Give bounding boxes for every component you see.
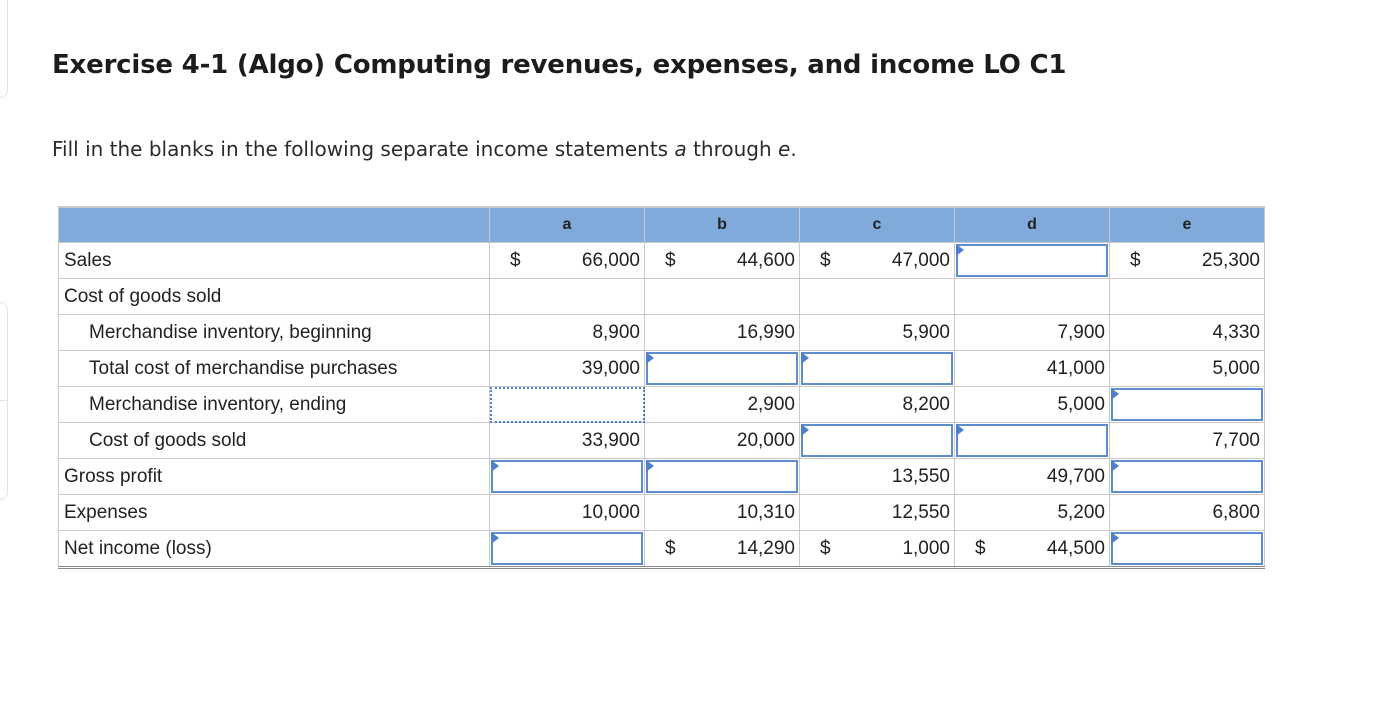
value-net-income-c: 1,000 [902, 537, 950, 559]
cell-cogs-c [800, 423, 955, 459]
input-gross-profit-e[interactable] [1111, 460, 1263, 493]
cell-inv-end-c [800, 387, 955, 423]
cell-empty [800, 279, 955, 315]
currency-symbol: $ [1130, 249, 1141, 271]
input-purchases-b[interactable] [646, 352, 798, 385]
value-inv-begin-e: 4,330 [1212, 321, 1260, 343]
row-purchases [59, 351, 1265, 387]
column-header-d: d [955, 207, 1110, 243]
value-purchases-d: 41,000 [1046, 357, 1105, 379]
header-label-cell [59, 207, 490, 243]
cell-ni-a [490, 531, 645, 568]
value-purchases-e: 5,000 [1212, 357, 1260, 379]
input-net-income-a[interactable] [491, 532, 643, 565]
cell-inv-begin-d [955, 315, 1110, 351]
row-label-purchases: Total cost of merchandise purchases [59, 351, 490, 387]
row-gross-profit [59, 459, 1265, 495]
input-gross-profit-b[interactable] [646, 460, 798, 493]
currency-symbol: $ [820, 537, 831, 559]
value-net-income-d: 44,500 [1046, 537, 1105, 559]
column-header-a: a [490, 207, 645, 243]
cell-purchases-d [955, 351, 1110, 387]
cell-exp-a [490, 495, 645, 531]
row-label-net-income: Net income (loss) [59, 531, 490, 568]
cell-ni-b [645, 531, 800, 568]
page-title: Exercise 4-1 (Algo) Computing revenues, expenses, and income LO C1 [52, 50, 1067, 80]
value-expenses-e: 6,800 [1212, 501, 1260, 523]
input-purchases-c[interactable] [801, 352, 953, 385]
cell-gp-d [955, 459, 1110, 495]
currency-symbol: $ [665, 537, 676, 559]
row-label-cogs-header: Cost of goods sold [59, 279, 490, 315]
currency-symbol: $ [665, 249, 676, 271]
value-inv-begin-b: 16,990 [736, 321, 795, 343]
cell-empty [1110, 279, 1265, 315]
value-expenses-d: 5,200 [1057, 501, 1105, 523]
left-panel-edge [0, 0, 8, 98]
input-sales-d[interactable] [956, 244, 1108, 277]
row-cogs-header [59, 279, 1265, 315]
row-label-sales: Sales [59, 243, 490, 279]
value-sales-a: 66,000 [581, 249, 640, 271]
cell-cogs-a [490, 423, 645, 459]
value-expenses-a: 10,000 [581, 501, 640, 523]
value-sales-c: 47,000 [891, 249, 950, 271]
value-net-income-b: 14,290 [736, 537, 795, 559]
cell-gp-e [1110, 459, 1265, 495]
value-inv-begin-d: 7,900 [1057, 321, 1105, 343]
value-gross-profit-d: 49,700 [1046, 465, 1105, 487]
value-gross-profit-c: 13,550 [891, 465, 950, 487]
row-label-cogs: Cost of goods sold [59, 423, 490, 459]
cell-inv-begin-e [1110, 315, 1265, 351]
value-inv-end-c: 8,200 [902, 393, 950, 415]
cell-sales-a [490, 243, 645, 279]
cell-inv-end-b [645, 387, 800, 423]
cell-inv-begin-b [645, 315, 800, 351]
value-purchases-a: 39,000 [581, 357, 640, 379]
input-net-income-e[interactable] [1111, 532, 1263, 565]
cell-cogs-e [1110, 423, 1265, 459]
cell-purchases-a [490, 351, 645, 387]
focused-cell-inv-end-a[interactable] [490, 387, 645, 423]
cell-purchases-c [800, 351, 955, 387]
column-header-b: b [645, 207, 800, 243]
cell-inv-end-e [1110, 387, 1265, 423]
value-expenses-b: 10,310 [736, 501, 795, 523]
value-cogs-b: 20,000 [736, 429, 795, 451]
row-label-inventory-beginning: Merchandise inventory, beginning [59, 315, 490, 351]
cell-gp-c [800, 459, 955, 495]
cell-purchases-b [645, 351, 800, 387]
cell-exp-c [800, 495, 955, 531]
column-header-c: c [800, 207, 955, 243]
cell-empty [645, 279, 800, 315]
value-inv-begin-a: 8,900 [592, 321, 640, 343]
cell-purchases-e [1110, 351, 1265, 387]
currency-symbol: $ [975, 537, 986, 559]
input-cogs-c[interactable] [801, 424, 953, 457]
currency-symbol: $ [510, 249, 521, 271]
value-expenses-c: 12,550 [891, 501, 950, 523]
cell-ni-d [955, 531, 1110, 568]
cell-empty [955, 279, 1110, 315]
cell-sales-b [645, 243, 800, 279]
left-panel-edge-lower [0, 302, 8, 500]
cell-cogs-d [955, 423, 1110, 459]
row-label-expenses: Expenses [59, 495, 490, 531]
column-header-e: e [1110, 207, 1265, 243]
cell-ni-c [800, 531, 955, 568]
row-net-income [59, 531, 1265, 568]
cell-exp-d [955, 495, 1110, 531]
cell-exp-b [645, 495, 800, 531]
row-inventory-beginning [59, 315, 1265, 351]
input-cogs-d[interactable] [956, 424, 1108, 457]
row-inventory-ending [59, 387, 1265, 423]
cell-gp-b [645, 459, 800, 495]
cell-empty [490, 279, 645, 315]
value-sales-b: 44,600 [736, 249, 795, 271]
row-label-gross-profit: Gross profit [59, 459, 490, 495]
input-inv-end-e[interactable] [1111, 388, 1263, 421]
value-inv-begin-c: 5,900 [902, 321, 950, 343]
row-cogs [59, 423, 1265, 459]
row-label-inventory-ending: Merchandise inventory, ending [59, 387, 490, 423]
input-gross-profit-a[interactable] [491, 460, 643, 493]
income-statement-table [58, 206, 1265, 569]
cell-sales-e [1110, 243, 1265, 279]
value-cogs-e: 7,700 [1212, 429, 1260, 451]
header-row [59, 207, 1265, 243]
cell-inv-begin-c [800, 315, 955, 351]
cell-inv-begin-a [490, 315, 645, 351]
cell-gp-a [490, 459, 645, 495]
row-expenses [59, 495, 1265, 531]
value-sales-e: 25,300 [1201, 249, 1260, 271]
cell-cogs-b [645, 423, 800, 459]
cell-ni-e [1110, 531, 1265, 568]
row-sales [59, 243, 1265, 279]
value-cogs-a: 33,900 [581, 429, 640, 451]
instructions: Fill in the blanks in the following separate income statements a through e. [52, 137, 797, 161]
cell-inv-end-d [955, 387, 1110, 423]
currency-symbol: $ [820, 249, 831, 271]
cell-sales-c [800, 243, 955, 279]
value-inv-end-b: 2,900 [747, 393, 795, 415]
cell-sales-d [955, 243, 1110, 279]
value-inv-end-d: 5,000 [1057, 393, 1105, 415]
cell-exp-e [1110, 495, 1265, 531]
